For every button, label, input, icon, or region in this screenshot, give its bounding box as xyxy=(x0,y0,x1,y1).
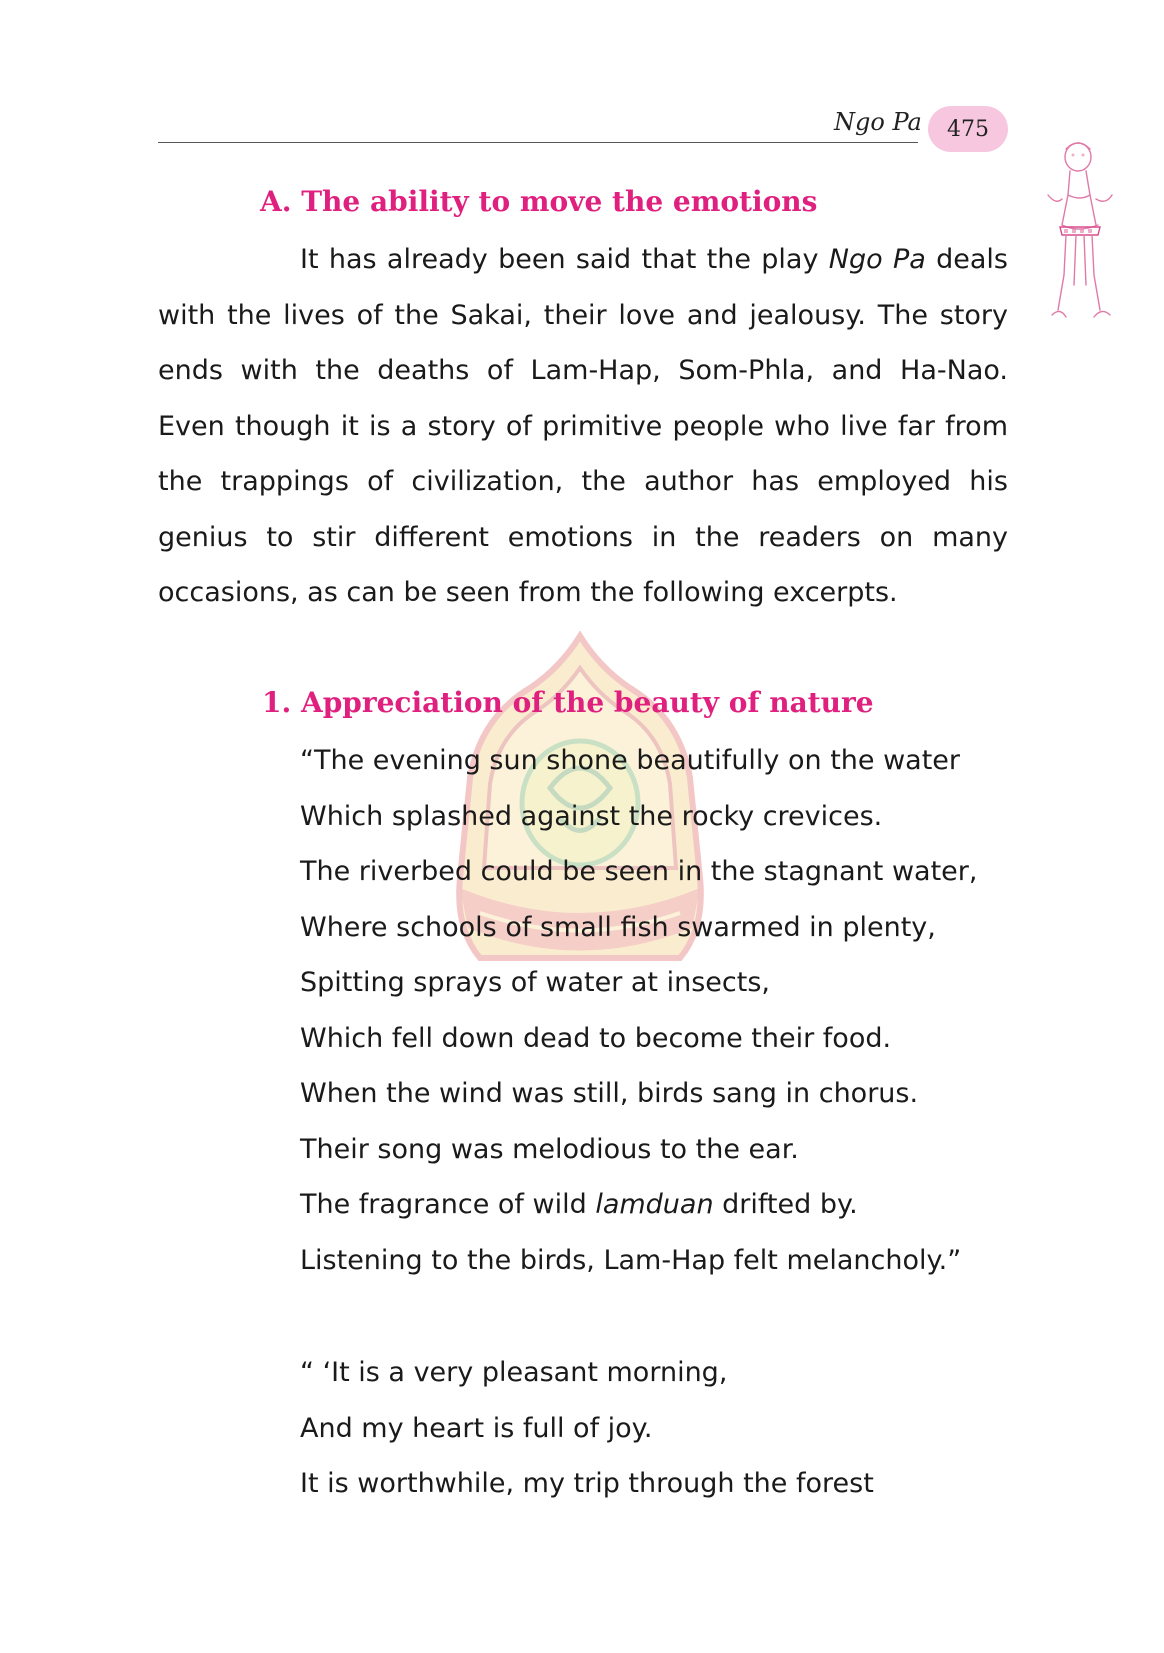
verse-line-9-italic: lamduan xyxy=(595,1189,714,1220)
verse-line: The riverbed could be seen in the stagnant water, xyxy=(300,856,978,887)
verse-line-9-before: The fragrance of wild xyxy=(300,1189,596,1220)
decorative-figure-icon xyxy=(1040,135,1120,345)
subsection-heading: 1. Appreciation of the beauty of nature xyxy=(262,686,874,719)
paragraph-part-1: It has already been said that the play xyxy=(300,244,829,275)
verse-line: “ ‘It is a very pleasant morning, xyxy=(300,1357,728,1388)
verse-line: Where schools of small fish swarmed in plenty, xyxy=(300,911,936,943)
verse-excerpt-1 xyxy=(300,733,977,1288)
verse-excerpt-2 xyxy=(300,1345,874,1512)
running-title: Ngo Pa xyxy=(834,108,922,136)
section-heading: A. The ability to move the emotions xyxy=(260,185,818,218)
page-number: 475 xyxy=(947,116,989,142)
body-paragraph xyxy=(158,232,1008,621)
verse-line: Which fell down dead to become their food. xyxy=(300,1022,892,1054)
verse-line xyxy=(300,1177,977,1233)
verse-line: When the wind was still, birds sang in chorus. xyxy=(300,1078,919,1109)
page-number-badge xyxy=(928,106,1008,152)
play-title-italic: Ngo Pa xyxy=(828,244,926,275)
verse-line: “The evening sun shone beautifully on the water xyxy=(300,745,961,776)
verse-line: And my heart is full of joy. xyxy=(300,1412,653,1444)
verse-line: Which splashed against the rocky crevices. xyxy=(300,800,883,832)
verse-line: Spitting sprays of water at insects, xyxy=(300,967,770,998)
verse-line: It is worthwhile, my trip through the forest xyxy=(300,1468,874,1499)
paragraph-part-2: deals with the lives of the Sakai, their love and jealousy. The story ends with the deaths of Lam-Hap, Som-Phla, and Ha-Nao. Even though it is a story of primitive people who live far from the trappings of civilization, the author has employed his genius to stir different emotions in the readers on many occasions, as can be seen from the following excerpts. xyxy=(158,244,1008,608)
verse-line-9-after: drifted by. xyxy=(713,1189,858,1220)
verse-line: Their song was melodious to the ear. xyxy=(300,1133,799,1165)
header-rule xyxy=(158,142,918,143)
verse-line: Listening to the birds, Lam-Hap felt melancholy.” xyxy=(300,1244,962,1276)
